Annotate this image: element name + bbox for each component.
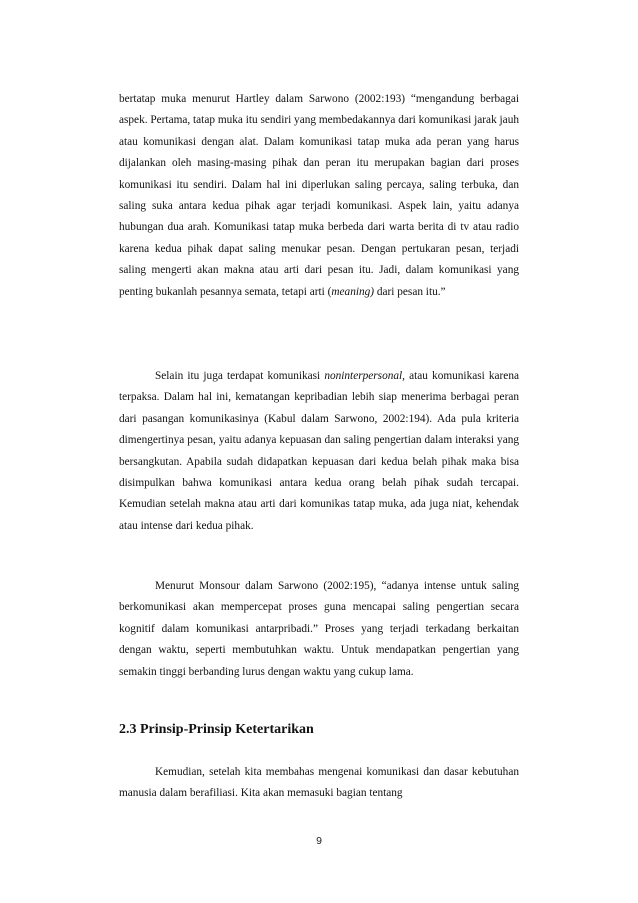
body-paragraph-1 [119,89,519,303]
paragraph-2-text-b: atau komunikasi karena terpaksa. Dalam hal ini, kematangan kepribadian lebih siap menerima berbagai peran dari pasangan komunikasinya (Kabul dalam Sarwono, 2002:194). Ada pula kriteria dimengertinya pesan, yaitu adanya kepuasan dan saling pengertian dalam interaksi yang bersangkutan. Apabila sudah didapatkan kepuasan dari kedua belah pihak maka bisa disimpulkan bahwa komunikasi antara kedua orang belah pihak sudah tercapai. Kemudian setelah makna atau arti dari komunikas tatap muka, ada juga niat, kehendak atau intense dari kedua pihak. [119,370,519,532]
section-heading: 2.3 Prinsip-Prinsip Ketertarikan [119,722,314,737]
paragraph-1-text-a: bertatap muka menurut Hartley dalam Sarwono (2002:193) “mengandung berbagai aspek. Pertama, tatap muka itu sendiri yang membedakannya dari komunikasi jarak jauh atau komunikasi dengan alat. Dalam komunikasi tatap muka ada peran yang harus dijalankan oleh masing-masing pihak dan peran itu merupakan bagian dari proses komunikasi itu sendiri. Dalam hal ini diperlukan saling percaya, saling terbuka, dan saling suka antara kedua pihak agar terjadi komunikasi. Aspek lain, yaitu adanya hubungan dua arah. Komunikasi tatap muka berbeda dari warta berita di tv atau radio karena kedua pihak dapat saling menukar pesan. Dengan pertukaran pesan, terjadi saling mengerti akan makna atau arti dari pesan itu. Jadi, dalam komunikasi yang penting bukanlah pesannya semata, tetapi arti ( [119,93,519,298]
body-paragraph-2 [119,366,519,537]
page-number: 9 [316,835,322,847]
paragraph-1-text-b: dari pesan itu.” [374,285,446,298]
body-paragraph-4 [119,762,519,805]
paragraph-1-italic-term: meaning) [331,285,375,298]
paragraph-4-text: Kemudian, setelah kita membahas mengenai komunikasi dan dasar kebutuhan manusia dalam berafiliasi. Kita akan memasuki bagian tentang [119,766,519,800]
paragraph-2-text-a: Selain itu juga terdapat komunikasi [155,370,325,382]
body-paragraph-3 [119,576,519,683]
paragraph-3-text: Menurut Monsour dalam Sarwono (2002:195), “adanya intense untuk saling berkomunikasi akan mempercepat proses guna mencapai saling pengertian secara kognitif dalam komunikasi antarpribadi.” Proses yang terjadi terkadang berkaitan dengan waktu, seperti membutuhkan waktu. Untuk mendapatkan pengertian yang semakin tinggi berbanding lurus dengan waktu yang cukup lama. [119,580,519,678]
paragraph-2-italic-term: noninterpersonal, [324,370,405,382]
